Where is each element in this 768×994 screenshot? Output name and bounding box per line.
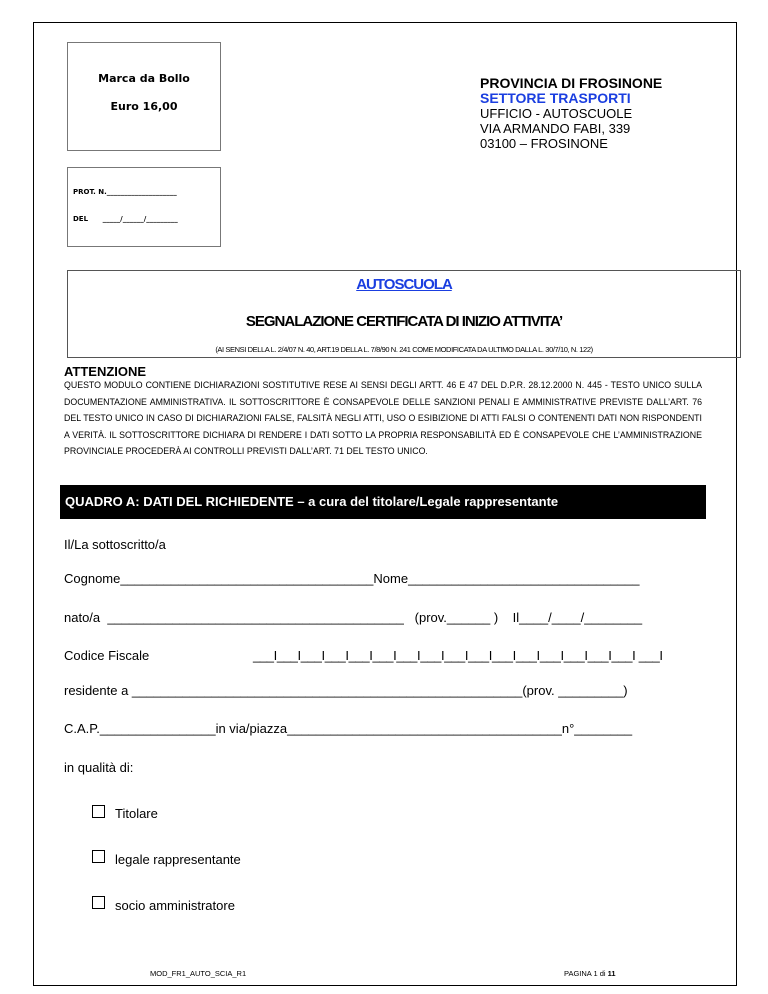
protocol-number-field[interactable]: PROT. N.____________________ [73,188,177,196]
tax-code-field[interactable]: ___I___I___I___I___I___I___I___I___I___I___I___I___I___I___I___I ___I [253,648,663,663]
stamp-label: Marca da Bollo [98,72,190,85]
postal-city: 03100 – FROSINONE [480,136,608,151]
office-name: UFFICIO - AUTOSCUOLE [480,106,633,121]
page-number [564,969,616,978]
surname-name-field[interactable]: Cognome___________________________________Nome________________________________ [64,571,640,586]
undersigned-label: Il/La sottoscritto/a [64,537,166,552]
protocol-date-field[interactable]: DEL _____/______/_________ [73,215,178,223]
stamp-box [67,42,221,151]
province-name: PROVINCIA DI FROSINONE [480,75,663,91]
street-address: VIA ARMANDO FABI, 339 [480,121,631,136]
option-legale-rappresentante-label: legale rappresentante [115,852,241,867]
stamp-amount: Euro 16,00 [110,100,178,113]
address-field[interactable]: C.A.P.________________in via/piazza______________________________________n°________ [64,721,633,736]
document-category: AUTOSCUOLA [356,276,452,293]
form-code: MOD_FR1_AUTO_SCIA_R1 [150,969,247,978]
checkbox-socio-amministratore[interactable] [92,896,105,909]
checkbox-titolare[interactable] [92,805,105,818]
sector-name: SETTORE TRASPORTI [480,90,631,106]
birth-field[interactable]: nato/a _________________________________________ (prov.______ ) Il____/____/________ [64,610,643,625]
title-box [67,270,741,358]
page-prefix: PAGINA 1 di [564,969,608,978]
protocol-box [67,167,221,247]
section-a-title: QUADRO A: DATI DEL RICHIEDENTE – a cura del titolare/Legale rappresentante [65,494,559,509]
option-titolare-label: Titolare [115,806,158,821]
option-socio-amministratore-label: socio amministratore [115,898,235,913]
document-title: SEGNALAZIONE CERTIFICATA DI INIZIO ATTIVITA’ [245,313,563,330]
residence-field[interactable]: residente a ______________________________________________________(prov. _________) [64,683,628,698]
checkbox-legale-rappresentante[interactable] [92,850,105,863]
page-total: 11 [607,969,616,978]
tax-code-label: Codice Fiscale [64,648,150,663]
office-address [480,76,662,151]
section-a-header [60,485,706,519]
attention-text: QUESTO MODULO CONTIENE DICHIARAZIONI SOSTITUTIVE RESE AI SENSI DEGLI ARTT. 46 E 47 DEL D.P.R. 28.12.2000 N. 445 - TESTO UNICO SULLA DOCUMENTAZIONE AMMINISTRATIVA. IL SOTTOSCRITTORE È CONSAPEVOLE DELLE SANZIONI PENALI E AMMINISTRATIVE PREVISTE DALL’ART. 76 DEL TESTO UNICO IN CASO DI DICHIARAZIONI FALSE, FALSITÀ NEGLI ATTI, USO O ESIBIZIONE DI ATTI FALSI O CONTENENTI DATI NON RISPONDENTI A VERITÀ. IL SOTTOSCRITTORE DICHIARA DI RENDERE I DATI SOTTO LA PROPRIA RESPONSABILITÀ ED È CONSAPEVOLE CHE L’AMMINISTRAZIONE PROVINCIALE PROCEDERÀ AI CONTROLLI PREVISTI DALL’ART. 71 DEL TESTO UNICO. [64,380,702,456]
attention-heading: ATTENZIONE [64,364,147,379]
legal-reference: (AI SENSI DELLA L. 2/4/07 N. 40, ART.19 DELLA L. 7/8/90 N. 241 COME MODIFICATA DA ULTIMO DALLA L. 30/7/10, N. 122) [215,345,593,354]
capacity-label: in qualità di: [64,760,134,775]
